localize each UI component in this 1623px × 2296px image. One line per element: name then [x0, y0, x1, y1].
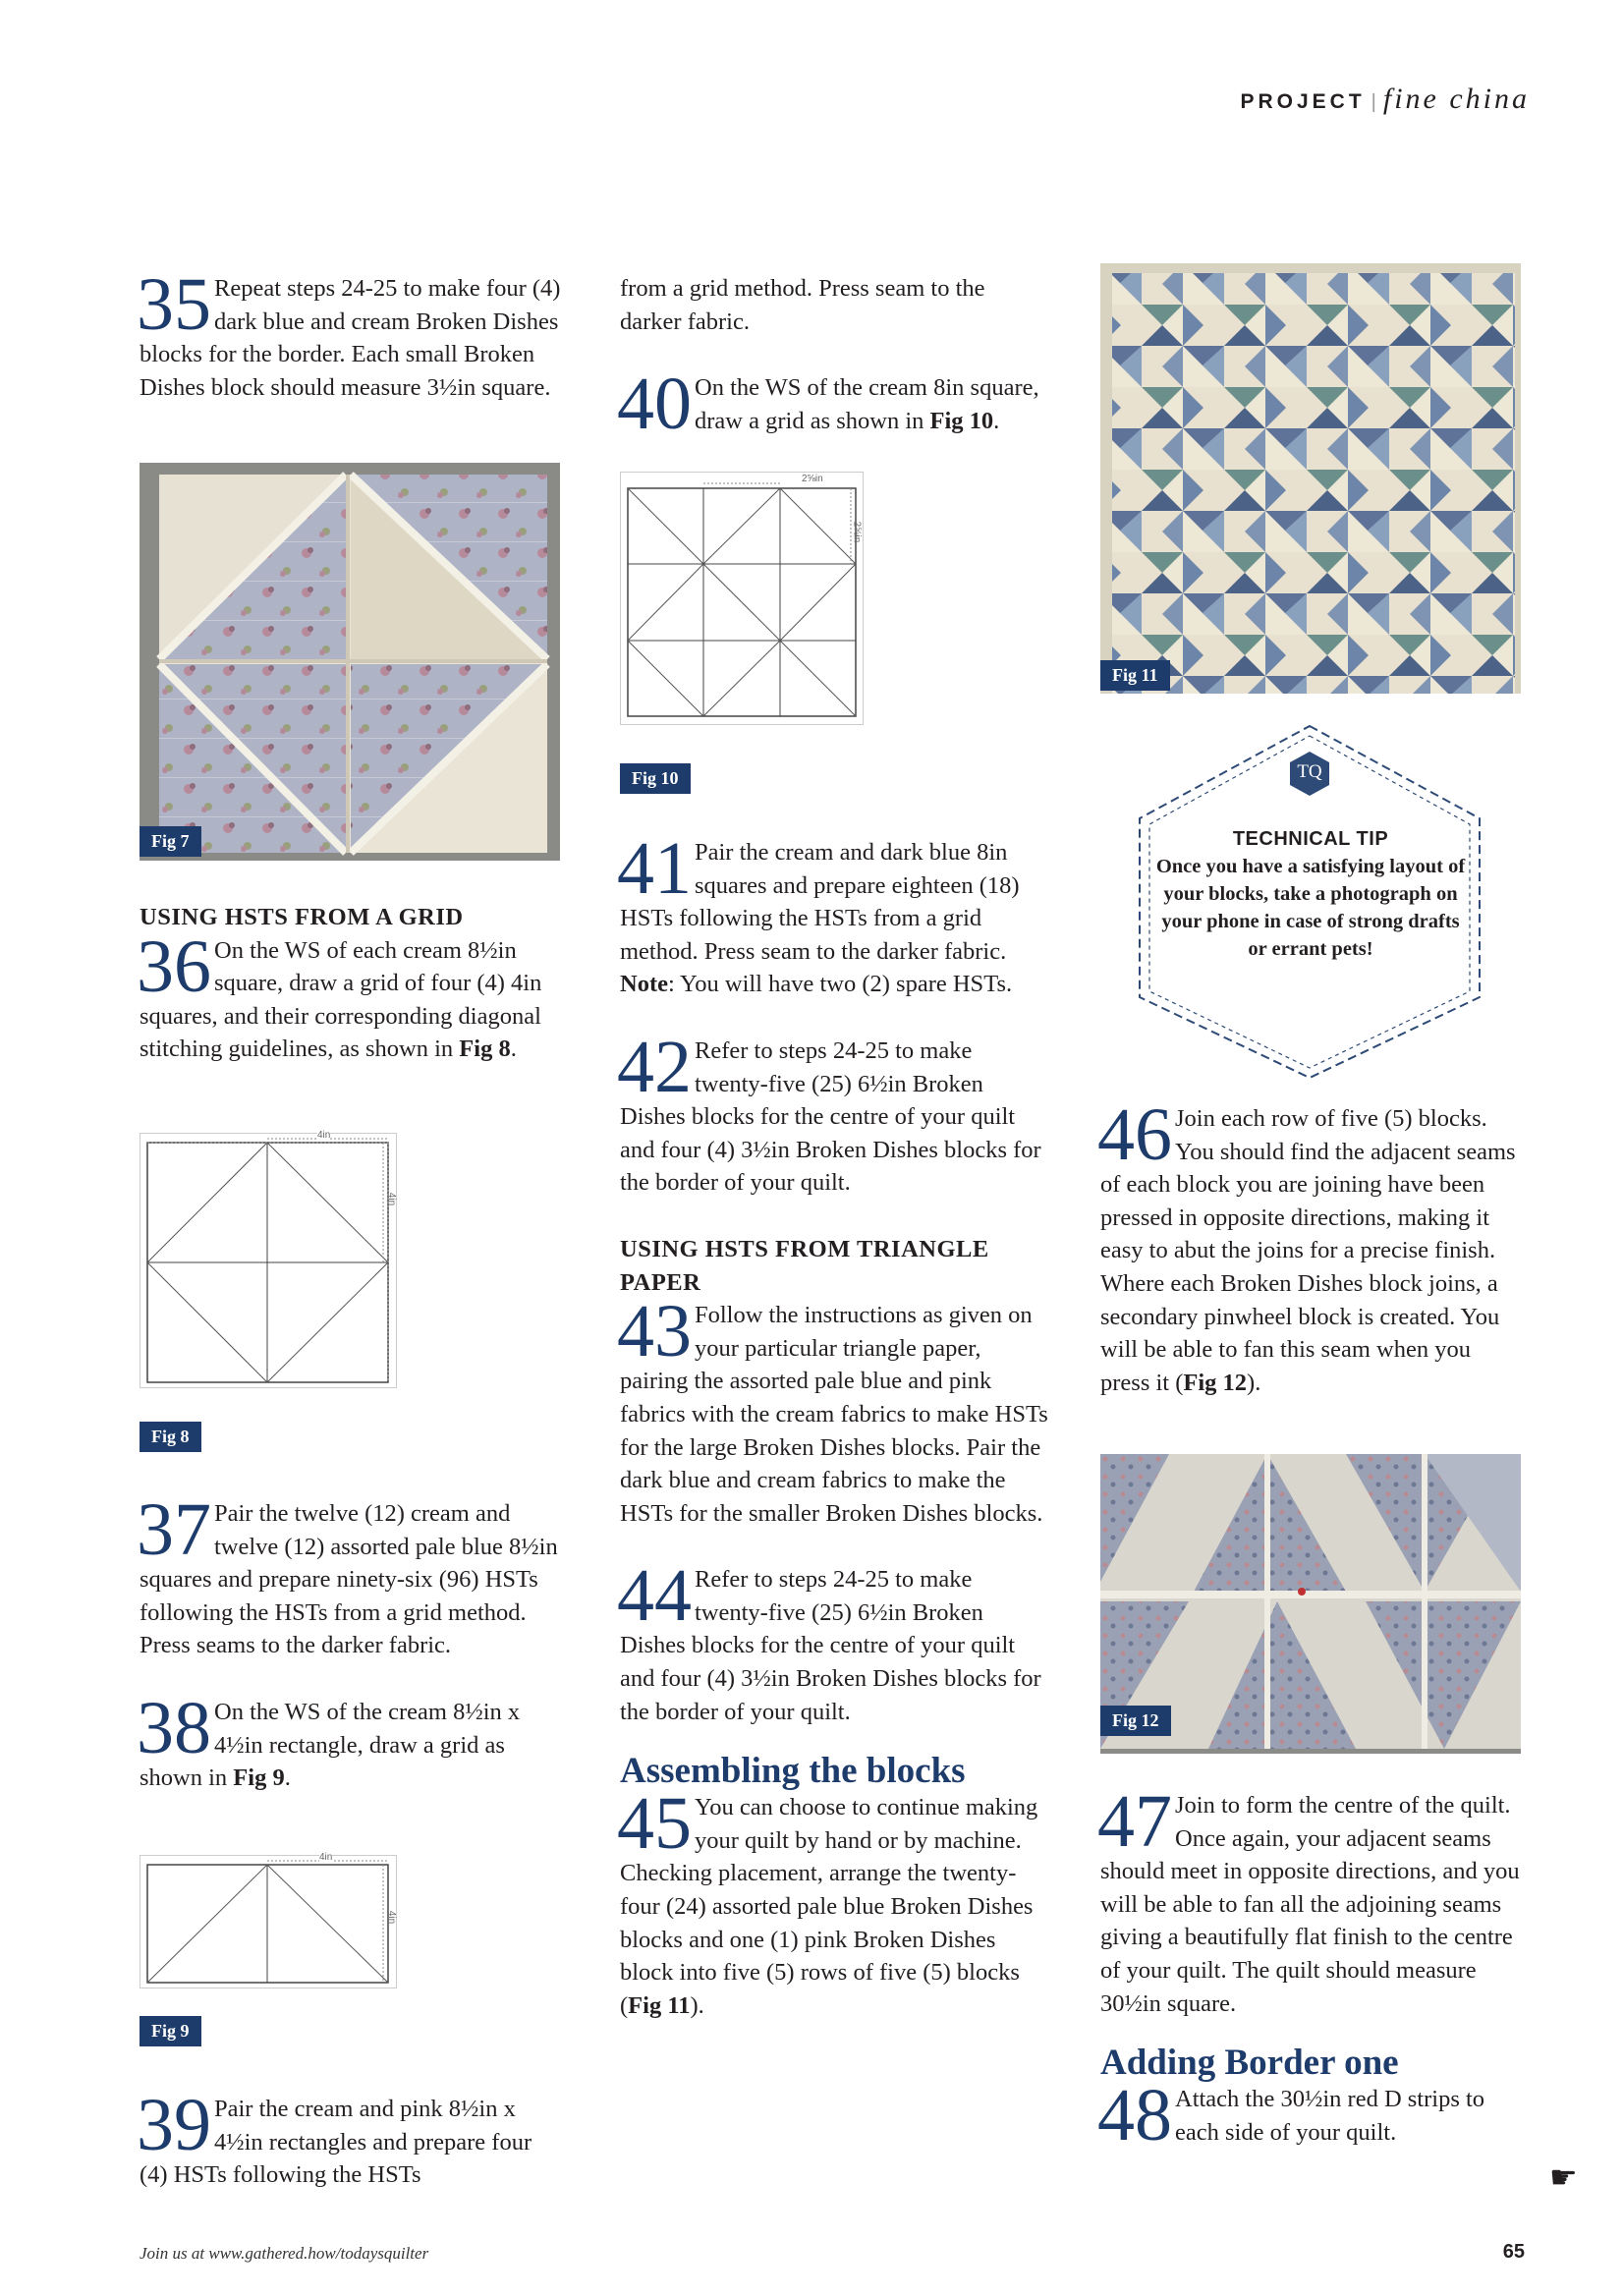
fig7-photo [140, 463, 560, 861]
header-project-label: PROJECT [1240, 90, 1366, 113]
tip-title: TECHNICAL TIP [1232, 828, 1389, 850]
step-text: Attach the 30½in red D strips to each side of your quilt. [1175, 2086, 1485, 2146]
step-44 [617, 1554, 1049, 1728]
step-number: 37 [137, 1488, 211, 1571]
fig-reference: Fig 8 [459, 1036, 511, 1063]
step-36: 36 On the WS of each cream 8½in square, draw a grid of four (4) 4in squares, and their corresponding diagonal stitching guidelines, as shown in Fig 8. [137, 924, 542, 1063]
step-number: 46 [1097, 1093, 1172, 1176]
dimension-label-height: 4in [386, 1192, 398, 1206]
step-47 [1097, 1780, 1525, 2020]
grid-diagram-svg [140, 1133, 397, 1388]
header-section-title: fine china [1382, 83, 1530, 115]
step-number: 41 [617, 827, 692, 910]
step-number: 48 [1097, 2074, 1172, 2157]
heading-hsts-from-grid: USING HSTS FROM A GRID [140, 904, 464, 930]
step-number: 44 [617, 1554, 692, 1638]
fig-reference: Fig 11 [628, 1991, 691, 2019]
footer-website[interactable]: Join us at www.gathered.how/todaysquilter [140, 2244, 429, 2263]
fig10-label: Fig 10 [620, 763, 691, 794]
fig-reference: Fig 9 [233, 1764, 285, 1792]
step-text: Follow the instructions as given on your particular triangle paper, pairing the assorted pale blue and pink fabrics with the cream fabrics to make HSTs for the large Broken Dishes blocks. Pair the dark blue and cream fabrics to make the HSTs for the smaller Broken Dishes blocks. [620, 1302, 1048, 1527]
continued-text: from a grid method. Press seam to the darker fabric. [620, 275, 985, 335]
page-number: 65 [1502, 2241, 1525, 2263]
step-text: Pair the cream and pink 8½in x 4½in rectangles and prepare four (4) HSTs following the HSTs [140, 2096, 532, 2189]
fig9-diagram [140, 1852, 398, 1988]
dimension-label-height: 2⅝in [851, 521, 863, 543]
column-3-upper [1097, 1093, 1525, 1399]
dimension-label-height: 4in [386, 1910, 398, 1925]
continue-hand-icon: ☛ [1549, 2159, 1578, 2195]
step-number: 39 [137, 2084, 211, 2166]
step-text: On the WS of each cream 8½in square, draw a grid of four (4) 4in squares, and their corresponding diagonal stitching guidelines, as shown in [140, 936, 542, 1063]
step-46 [1097, 1093, 1525, 1399]
step-48 [1097, 2074, 1525, 2157]
step-number: 42 [617, 1025, 692, 1108]
fig11-photo [1100, 263, 1521, 694]
step-text: Refer to steps 24-25 to make twenty-five (25) 6½in Broken Dishes blocks for the centre of your quilt and four (4) 3½in Broken Dishes blocks for the border of your quilt. [620, 1036, 1041, 1197]
column-1-bottom [137, 2084, 564, 2192]
fig12-label: Fig 12 [1100, 1706, 1171, 1736]
dimension-label-width: 4in [317, 1130, 331, 1141]
step-45 [617, 1782, 1049, 2022]
grid-3x3-svg [620, 472, 864, 725]
step-40: 40 On the WS of the cream 8in square, draw a grid as shown in Fig 10. [617, 363, 1039, 446]
step-text: Join to form the centre of the quilt. Once again, your adjacent seams should meet in opposite directions, and you will be able to fan all the adjoining seams giving a beautifully flat finish to the centre of your quilt. The quilt should measure 30½in square. [1100, 1792, 1520, 2017]
step-text: You can choose to continue making your quilt by hand or by machine. Checking placement, arrange the twenty-four (24) assorted pale blue Broken Dishes blocks and one (1) pink Broken Dishes block into five (5) rows of five (5) blocks ( [620, 1794, 1038, 2019]
fig12-photo [1100, 1454, 1521, 1754]
step-38: 38 On the WS of the cream 8½in x 4½in rectangle, draw a grid as shown in Fig 9. [137, 1686, 521, 1792]
step-text: Pair the cream and dark blue 8in squares and prepare eighteen (18) HSTs following the HSTs from a grid method. Press seam to the darker fabric. [620, 839, 1020, 965]
step-37 [137, 1488, 564, 1662]
fig7-label: Fig 7 [140, 826, 201, 857]
step-42 [617, 1025, 1049, 1200]
fig11-label: Fig 11 [1100, 660, 1170, 691]
column-1-top [137, 263, 564, 404]
step-text-end: ). [1247, 1369, 1261, 1396]
step-text-end: ). [690, 1991, 704, 2019]
step-number: 35 [137, 263, 211, 346]
dimension-label-width: 4in [319, 1852, 333, 1863]
step-text: On the WS of the cream 8in square, draw a grid as shown in [695, 374, 1039, 434]
step-number: 43 [617, 1290, 692, 1373]
column-1-middle [137, 901, 564, 1066]
step-number: 47 [1097, 1780, 1172, 1863]
fig10-diagram [620, 472, 864, 725]
step-text: Refer to steps 24-25 to make twenty-five (25) 6½in Broken Dishes blocks for the centre of your quilt and four (4) 3½in Broken Dishes blocks for the border of your quilt. [620, 1566, 1041, 1725]
fig8-diagram [140, 1130, 398, 1388]
heading-adding-border-one: Adding Border one [1100, 2043, 1399, 2084]
broken-dishes-block-image [140, 463, 560, 861]
step-number: 38 [137, 1686, 211, 1769]
tip-text: Once you have a satisfying layout of your blocks, take a photograph on your phone in case of strong drafts or errant pets! [1155, 856, 1466, 960]
heading-hsts-from-triangle-paper: USING HSTS FROM TRIANGLE PAPER [620, 1235, 989, 1296]
step-text: On the WS of the cream 8½in x 4½in rectangle, draw a grid as shown in [140, 1698, 521, 1792]
fig8-label: Fig 8 [140, 1422, 201, 1452]
fig-reference: Fig 12 [1183, 1369, 1248, 1396]
quilt-layout-image [1100, 263, 1521, 694]
step-35 [137, 263, 564, 404]
heading-assembling-the-blocks: Assembling the blocks [620, 1751, 966, 1792]
column-3-lower [1097, 1780, 1525, 2157]
step-text: Pair the twelve (12) cream and twelve (12) assorted pale blue 8½in squares and prepare ninety-six (96) HSTs following the HSTs from a grid method. Press seams to the darker fabric. [140, 1500, 558, 1659]
tq-logo: TQ [1297, 761, 1322, 782]
dimension-label-width: 2⅝in [802, 474, 823, 484]
note-label: Note [620, 971, 668, 998]
column-1-lower [137, 1488, 564, 1795]
note-text: : You will have two (2) spare HSTs. [667, 971, 1013, 998]
rectangle-grid-svg [140, 1855, 397, 1988]
step-number: 45 [617, 1782, 692, 1866]
step-39 [137, 2084, 564, 2192]
step-number: 40 [617, 363, 692, 446]
header-separator: | [1371, 91, 1377, 113]
column-2-body [617, 827, 1049, 2022]
running-header [1240, 83, 1530, 116]
step-text: Join each row of five (5) blocks. You should find the adjacent seams of each block you are joining have been pressed in opposite directions, making it easy to abut the joins for a precise finish. Where each Broken Dishes block joins, a secondary pinwheel block is created. You will be able to fan this seam when you press it ( [1100, 1105, 1516, 1396]
column-2-top [617, 272, 1049, 446]
step-number: 36 [137, 924, 211, 1008]
step-text: Repeat steps 24-25 to make four (4) dark blue and cream Broken Dishes blocks for the border. Each small Broken Dishes block should measure 3½in square. [140, 275, 561, 401]
technical-tip-content [1154, 825, 1467, 963]
step-41 [617, 827, 1049, 1001]
step-43 [617, 1290, 1049, 1530]
fig9-label: Fig 9 [140, 2016, 201, 2046]
fig-reference: Fig 10 [929, 407, 994, 434]
